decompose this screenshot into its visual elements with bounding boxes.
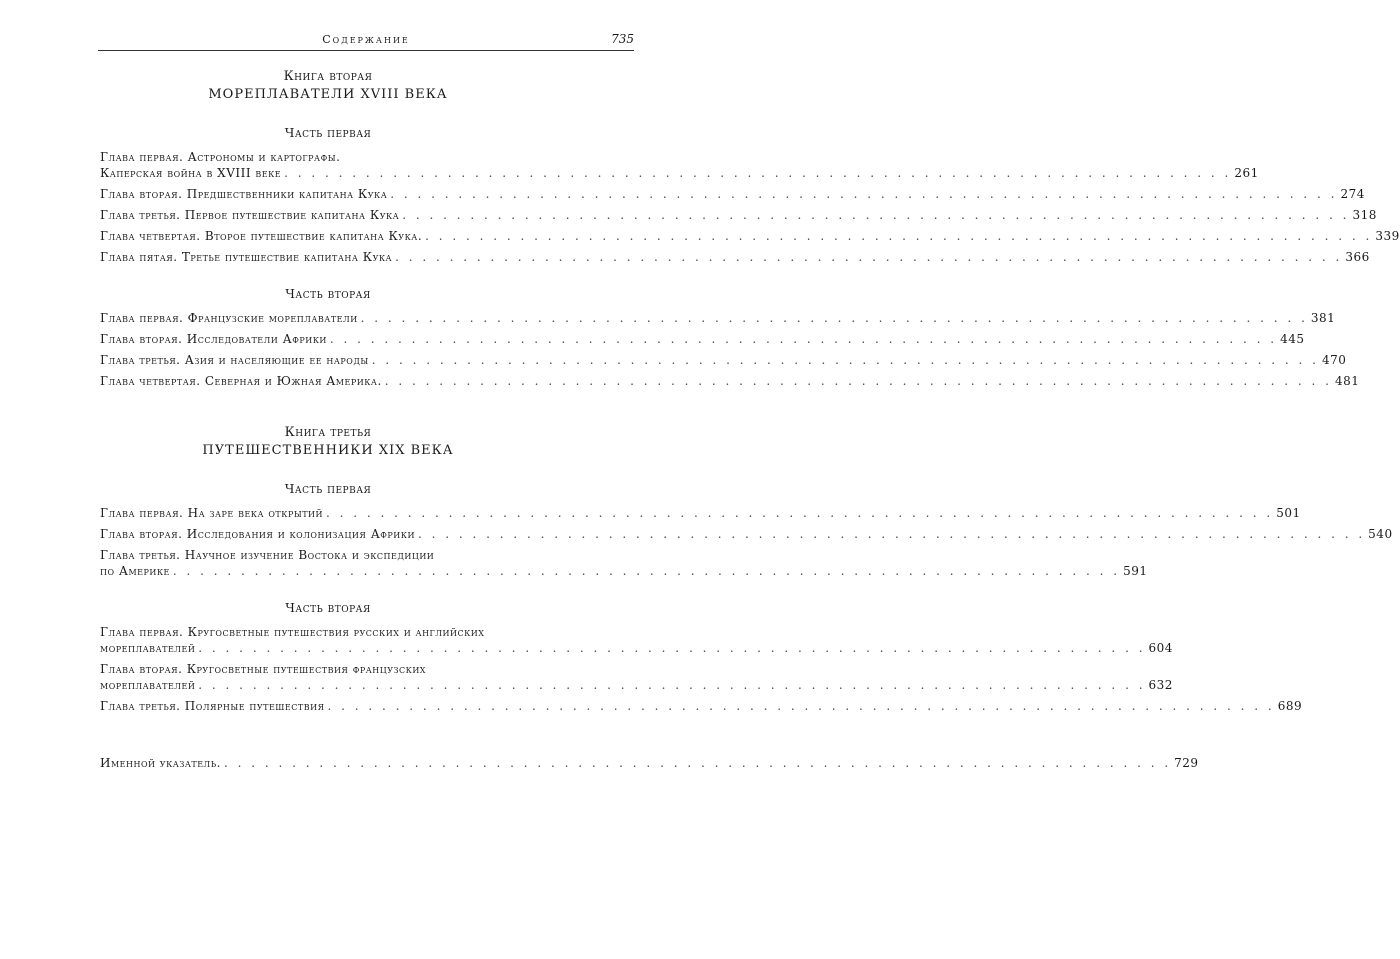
toc-entry[interactable] (100, 310, 1336, 326)
toc-entry-row (100, 249, 1370, 265)
leader-dots: . . . . . . . . . . . . . . . . . . . . . . . . . . . . . . . . . . . . . . . . . . . . . . . . . . . . . . . . . . . . . . . . . . . . . . (390, 187, 1338, 201)
leader-dots: . . . . . . . . . . . . . . . . . . . . . . . . . . . . . . . . . . . . . . . . . . . . . . . . . . . . . . . . . . . . . . . . . . . . . . (384, 374, 1332, 388)
toc-entry-title: мореплавателей (100, 641, 196, 655)
toc-entry-title: Глава первая. Французские мореплаватели (100, 311, 358, 325)
toc-entry-title-line: Глава первая. Астрономы и картографы. (100, 150, 341, 164)
leader-dots: . . . . . . . . . . . . . . . . . . . . . . . . . . . . . . . . . . . . . . . . . . . . . . . . . . . . . . . . . . . . . . . . . . . . . . (360, 311, 1308, 325)
toc-entry-page: 689 (1277, 699, 1303, 713)
book-title: Книга третья (284, 425, 372, 440)
toc-entry-page: 318 (1352, 208, 1377, 222)
leader-dots: . . . . . . . . . . . . . . . . . . . . . . . . . . . . . . . . . . . . . . . . . . . . . . . . . . . . . . . . . . . . . . . . . . . . . . (329, 332, 1278, 346)
name-index-entry[interactable] (100, 755, 1199, 771)
leader-dots: . . . . . . . . . . . . . . . . . . . . . . . . . . . . . . . . . . . . . . . . . . . . . . . . . . . . . . . . . . . . . . . . . . . . . . (402, 208, 1350, 222)
toc-entry-row (100, 505, 1301, 521)
table-of-contents (100, 68, 1400, 776)
part-title: Часть вторая (285, 286, 371, 301)
leader-dots: . . . . . . . . . . . . . . . . . . . . . . . . . . . . . . . . . . . . . . . . . . . . . . . . . . . . . . . . . . . . . . . . . . . . . . (198, 641, 1146, 655)
part-title: Часть первая (284, 481, 372, 496)
toc-entry-page: 501 (1276, 506, 1301, 520)
toc-entry[interactable] (100, 352, 1347, 368)
toc-entry[interactable] (100, 526, 1393, 542)
toc-entry-page: 481 (1334, 374, 1360, 388)
toc-entry-row (100, 563, 1148, 579)
toc-entry-page: 632 (1148, 678, 1173, 692)
toc-entry-title: Глава третья. Азия и населяющие ее народы (100, 353, 369, 367)
toc-entry-page: 274 (1340, 187, 1365, 201)
running-header-title: Содержание (322, 33, 410, 46)
toc-entry[interactable] (100, 249, 1370, 265)
toc-entry-title: Глава четвертая. Северная и Южная Америка. (100, 374, 382, 388)
toc-entry-title: мореплавателей (100, 678, 196, 692)
toc-entry[interactable] (100, 228, 1400, 244)
header-rule (98, 50, 634, 51)
toc-entry-row (100, 640, 1173, 656)
running-header (98, 32, 634, 48)
toc-entry-title: Глава третья. Первое путешествие капитана Кука (100, 208, 400, 222)
leader-dots: . . . . . . . . . . . . . . . . . . . . . . . . . . . . . . . . . . . . . . . . . . . . . . . . . . . . . . . . . . . . . . . . . . . . . . (284, 166, 1232, 180)
toc-entry[interactable] (100, 149, 1259, 181)
toc-entry-row (100, 165, 1259, 181)
toc-entry-page: 381 (1310, 311, 1336, 325)
toc-entry-page: 366 (1345, 250, 1370, 264)
toc-entry[interactable] (100, 624, 1173, 656)
book-subtitle: ПУТЕШЕСТВЕННИКИ XIX ВЕКА (202, 443, 454, 458)
toc-entry[interactable] (100, 373, 1360, 389)
toc-entry[interactable] (100, 547, 1148, 579)
toc-entry[interactable] (100, 331, 1305, 347)
leader-dots: . . . . . . . . . . . . . . . . . . . . . . . . . . . . . . . . . . . . . . . . . . . . . . . . . . . . . . . . . . . . . . . . . . . . . . (417, 527, 1366, 541)
toc-entry-title: Глава первая. На заре века открытий (100, 506, 323, 520)
toc-entry[interactable] (100, 207, 1377, 223)
toc-entry-title: Глава вторая. Предшественники капитана Кука (100, 187, 388, 201)
page-number: 735 (611, 32, 634, 46)
part-title: Часть первая (284, 125, 372, 140)
toc-entry-row (100, 352, 1347, 368)
toc-entry-row (100, 373, 1360, 389)
toc-entry-row (100, 526, 1393, 542)
leader-dots: . . . . . . . . . . . . . . . . . . . . . . . . . . . . . . . . . . . . . . . . . . . . . . . . . . . . . . . . . . . . . . . . . . . . . . (395, 250, 1343, 264)
toc-entry-title: Глава вторая. Исследователи Африки (100, 332, 327, 346)
leader-dots: . . . . . . . . . . . . . . . . . . . . . . . . . . . . . . . . . . . . . . . . . . . . . . . . . . . . . . . . . . . . . . . . . . . . . . (371, 353, 1319, 367)
toc-entry-page: 540 (1368, 527, 1393, 541)
toc-entry-title-line: Глава первая. Кругосветные путешествия русских и английских (100, 625, 485, 639)
index-spacer (100, 719, 556, 755)
toc-entry-page: 591 (1123, 564, 1148, 578)
book-subtitle: МОРЕПЛАВАТЕЛИ XVIII ВЕКА (208, 87, 448, 102)
toc-entry-title-line: Глава третья. Научное изучение Востока и экспедиции (100, 548, 435, 562)
toc-entry[interactable] (100, 505, 1301, 521)
toc-entry-title: Глава вторая. Исследования и колонизация Африки (100, 527, 415, 541)
book-title: Книга вторая (283, 69, 373, 84)
toc-entry-title: Каперская война в XVIII веке (100, 166, 282, 180)
leader-dots: . . . . . . . . . . . . . . . . . . . . . . . . . . . . . . . . . . . . . . . . . . . . . . . . . . . . . . . . . . . . . . . . . . . . . . (327, 699, 1275, 713)
toc-entry[interactable] (100, 661, 1173, 693)
toc-entry-page: 445 (1280, 332, 1305, 346)
toc-entry[interactable] (100, 186, 1365, 202)
toc-entry-row (100, 331, 1305, 347)
toc-entry-row (100, 207, 1377, 223)
toc-entry-page: 261 (1234, 166, 1259, 180)
toc-entry-row (100, 698, 1303, 714)
part-title: Часть вторая (285, 600, 371, 615)
toc-entry-row (100, 755, 1199, 771)
toc-entry-row (100, 677, 1173, 693)
toc-entry-row (100, 310, 1336, 326)
leader-dots: . . . . . . . . . . . . . . . . . . . . . . . . . . . . . . . . . . . . . . . . . . . . . . . . . . . . . . . . . . . . . . . . . . . . . . (425, 229, 1373, 243)
leader-dots: . . . . . . . . . . . . . . . . . . . . . . . . . . . . . . . . . . . . . . . . . . . . . . . . . . . . . . . . . . . . . . . . . . . . . . (198, 678, 1146, 692)
toc-entry-row (100, 186, 1365, 202)
toc-entry-title: по Америке (100, 564, 170, 578)
toc-entry-title: Глава четвертая. Второе путешествие капитана Кука. (100, 229, 423, 243)
toc-entry-title: Именной указатель. (100, 756, 221, 770)
toc-entry-page: 729 (1174, 756, 1199, 770)
book-spacer (100, 394, 556, 424)
toc-entry-title-line: Глава вторая. Кругосветные путешествия французских (100, 662, 426, 676)
toc-entry-page: 604 (1148, 641, 1173, 655)
toc-entry-row (100, 228, 1400, 244)
toc-entry-title: Глава третья. Полярные путешествия (100, 699, 325, 713)
toc-entry-page: 470 (1321, 353, 1347, 367)
toc-entry-page: 339 (1375, 229, 1400, 243)
leader-dots: . . . . . . . . . . . . . . . . . . . . . . . . . . . . . . . . . . . . . . . . . . . . . . . . . . . . . . . . . . . . . . . . . . . . . . (326, 506, 1274, 520)
toc-entry[interactable] (100, 698, 1303, 714)
leader-dots: . . . . . . . . . . . . . . . . . . . . . . . . . . . . . . . . . . . . . . . . . . . . . . . . . . . . . . . . . . . . . . . . . . . . . . (172, 564, 1121, 578)
toc-entry-title: Глава пятая. Третье путешествие капитана Кука (100, 250, 393, 264)
leader-dots: . . . . . . . . . . . . . . . . . . . . . . . . . . . . . . . . . . . . . . . . . . . . . . . . . . . . . . . . . . . . . . . . . . . . . . (223, 756, 1172, 770)
